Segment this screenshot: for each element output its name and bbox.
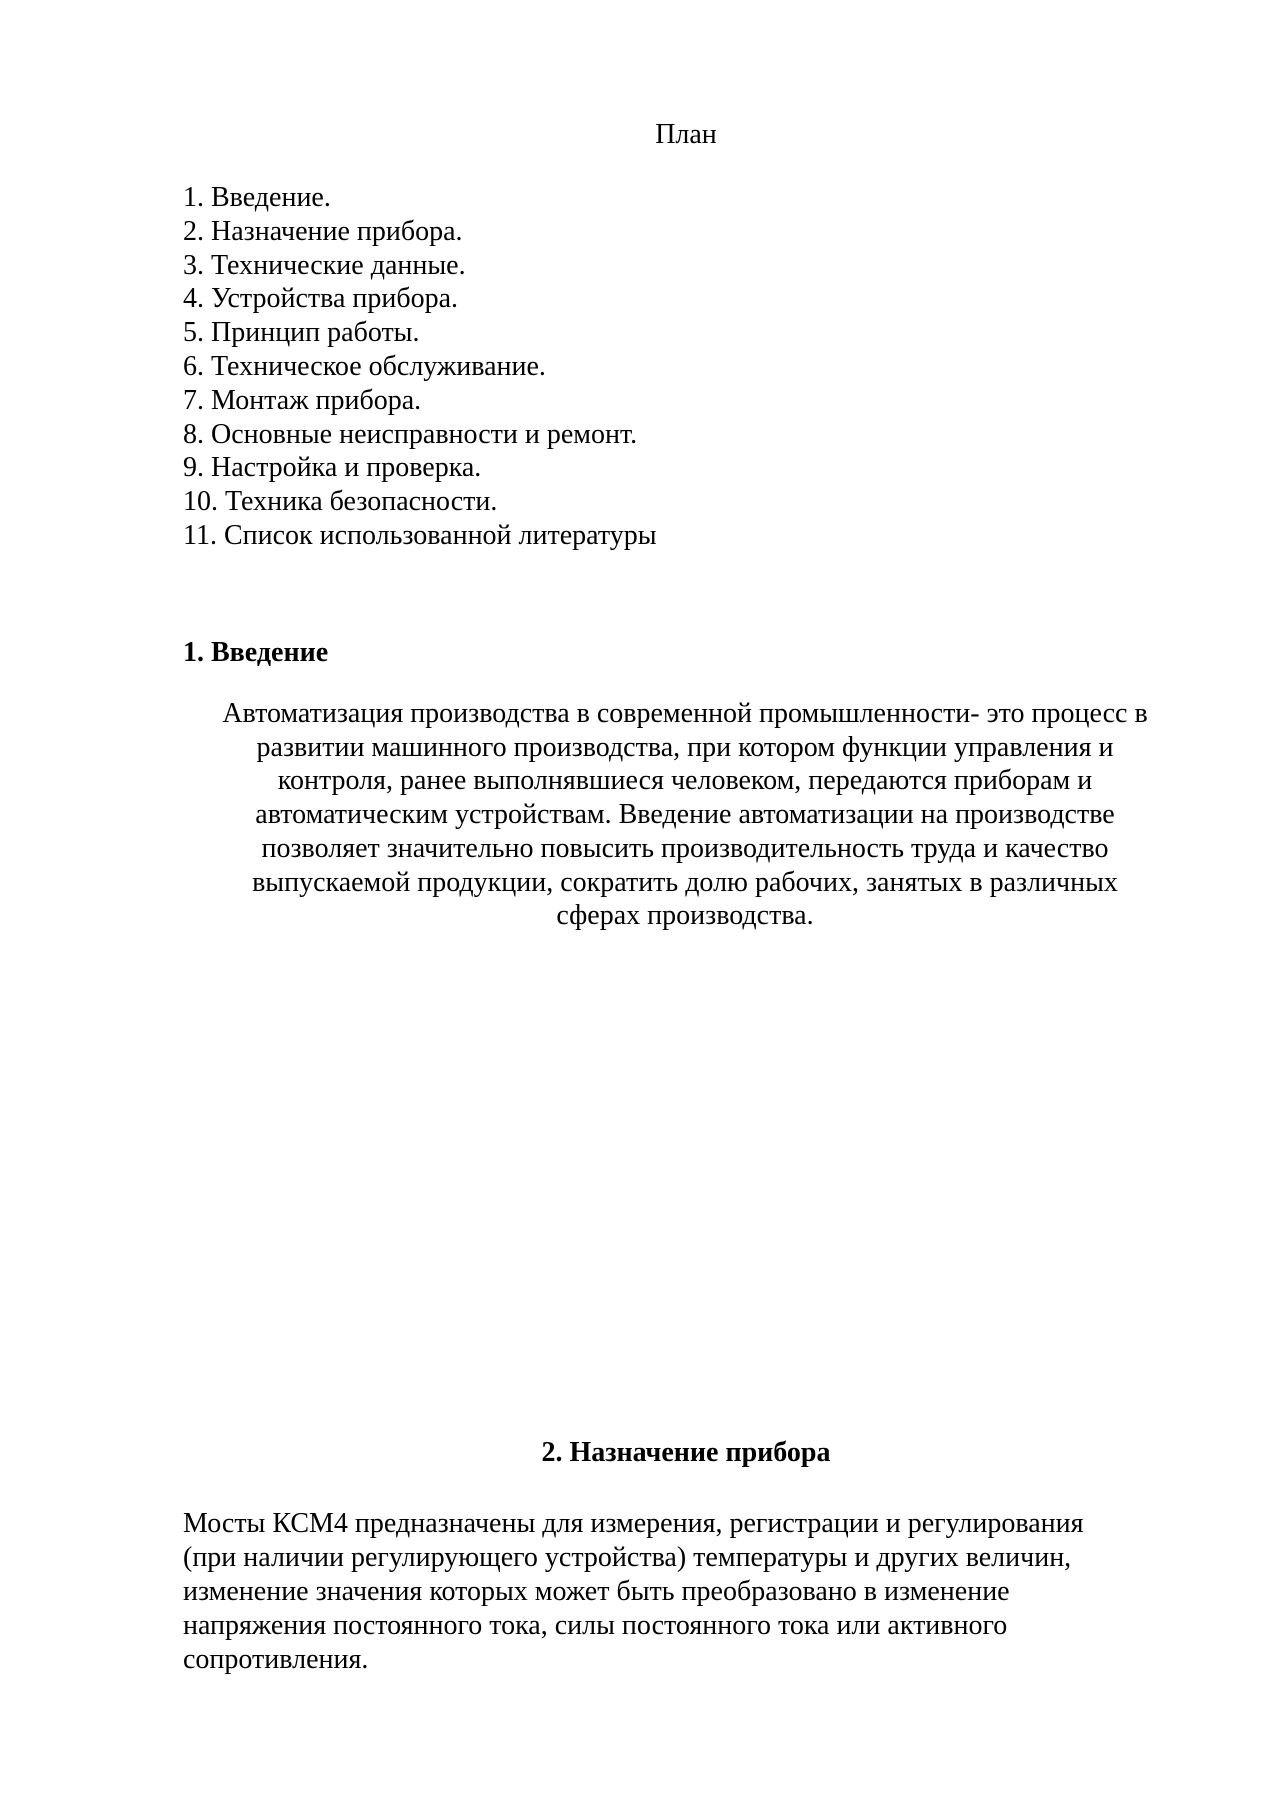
paragraph-line: развитии машинного производства, при котором функции управления и — [256, 731, 1114, 763]
paragraph-line: автоматическим устройствам. Введение автоматизации на производстве — [255, 799, 1115, 831]
paragraph-line: изменение значения которых может быть преобразовано в изменение — [183, 1576, 1010, 1607]
paragraph-line: контроля, ранее выполнявшиеся человеком, передаются приборам и — [277, 765, 1093, 797]
toc-item: 10. Техника безопасности. — [183, 486, 498, 518]
paragraph-line: сферах производства. — [556, 900, 814, 932]
toc-item: 11. Список использованной литературы — [183, 519, 657, 551]
introduction-paragraph — [170, 697, 1200, 933]
plan-title: План — [655, 119, 717, 150]
toc-item: 8. Основные неисправности и ремонт. — [183, 418, 638, 450]
table-of-contents — [183, 181, 657, 553]
toc-item: 2. Назначение прибора. — [183, 215, 463, 247]
toc-item: 5. Принцип работы. — [183, 317, 420, 349]
section-heading-introduction: 1. Введение — [183, 637, 329, 668]
toc-item: 3. Технические данные. — [183, 249, 466, 281]
toc-item: 6. Техническое обслуживание. — [183, 350, 546, 382]
toc-item: 7. Монтаж прибора. — [183, 384, 422, 416]
paragraph-line: Автоматизация производства в современной промышленности- это процесс в — [222, 698, 1148, 729]
paragraph-line: Мосты КСМ4 предназначены для измерения, регистрации и регулирования — [183, 1508, 1084, 1539]
purpose-paragraph — [183, 1507, 1183, 1677]
toc-item: 4. Устройства прибора. — [183, 283, 459, 315]
toc-item: 1. Введение. — [183, 182, 331, 213]
paragraph-line: напряжения постоянного тока, силы постоянного тока или активного — [183, 1610, 1008, 1641]
section-heading-purpose: 2. Назначение прибора — [541, 1437, 831, 1468]
paragraph-line: выпускаемой продукции, сократить долю рабочих, занятых в различных — [252, 866, 1118, 898]
paragraph-line: позволяет значительно повысить производительность труда и качество — [261, 832, 1109, 864]
paragraph-line: (при наличии регулирующего устройства) температуры и других величин, — [183, 1542, 1072, 1573]
toc-item: 9. Настройка и проверка. — [183, 452, 482, 484]
paragraph-line: сопротивления. — [183, 1644, 369, 1675]
